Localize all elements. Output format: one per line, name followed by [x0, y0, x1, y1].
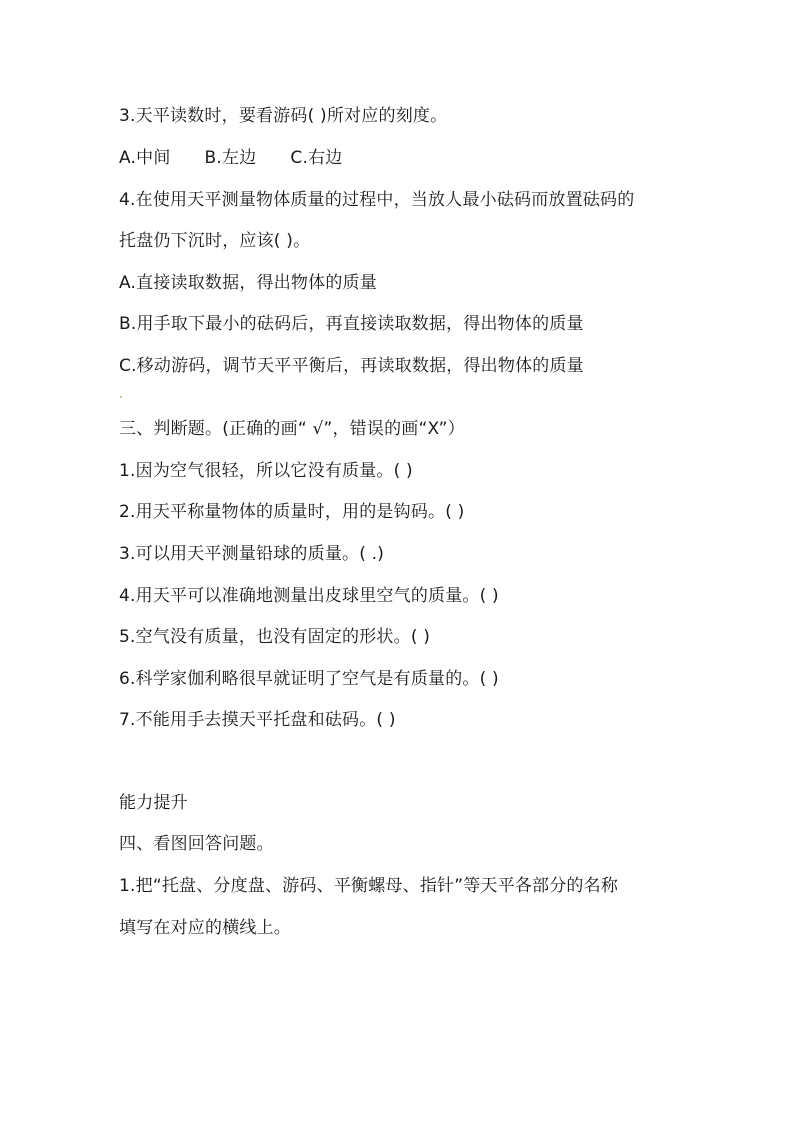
option-a: A.中间	[119, 148, 171, 168]
judge-item-7: 7.不能用手去摸天平托盘和砝码。( )	[119, 710, 396, 730]
option-b: B.左边	[204, 148, 257, 168]
judge-item-2: 2.用天平称量物体的质量时，用的是钩码。( )	[119, 502, 465, 522]
judge-item-4: 4.用天平可以准确地测量出皮球里空气的质量。( )	[119, 586, 499, 606]
judge-item-6: 6.科学家伽利略很早就证明了空气是有质量的。( )	[119, 669, 499, 689]
ability-title: 能力提升	[119, 793, 188, 813]
option-c: C.右边	[290, 148, 343, 168]
question-4-line-1: 4.在使用天平测量物体质量的过程中，当放人最小砝码而放置砝码的	[119, 190, 635, 210]
judge-item-5: 5.空气没有质量，也没有固定的形状。( )	[119, 627, 431, 647]
question-4-option-b: B.用手取下最小的砝码后，再直接读取数据，得出物体的质量	[119, 314, 584, 334]
judge-item-3: 3.可以用天平测量铅球的质量。( .)	[119, 544, 385, 564]
question-4-option-a: A.直接读取数据，得出物体的质量	[119, 273, 377, 293]
judge-heading: 三、判断题。(正确的画“ √”，错误的画“X”）	[119, 419, 465, 439]
question-3-options	[119, 146, 343, 170]
question-3-text: 3.天平读数时，要看游码( )所对应的刻度。	[119, 106, 448, 126]
question-4-option-c: C.移动游码，调节天平平衡后，再读取数据，得出物体的质量	[119, 356, 584, 376]
section-4-q1-line-1: 1.把“托盘、分度盘、游码、平衡螺母、指针”等天平各部分的名称	[119, 876, 619, 896]
question-4-line-2: 托盘仍下沉时，应该( )。	[119, 231, 311, 251]
section-4-q1-line-2: 填写在对应的横线上。	[119, 918, 291, 938]
judge-item-1: 1.因为空气很轻，所以它没有质量。( )	[119, 461, 413, 481]
stray-mark	[120, 396, 122, 398]
section-4-heading: 四、看图回答问题。	[119, 834, 274, 854]
